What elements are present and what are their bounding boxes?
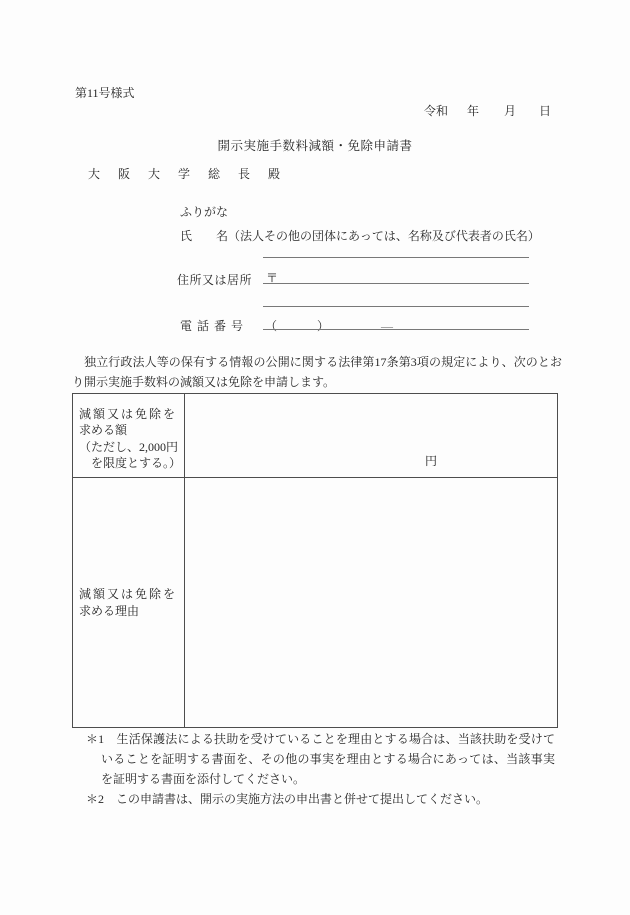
amount-label-line: を限度とする。）	[79, 455, 182, 470]
phone-paren-close: ）	[317, 319, 330, 333]
address-label: 住所又は居所	[177, 273, 253, 287]
amount-label-line: 減額又は免除を	[79, 407, 178, 421]
date-year-label: 年	[467, 104, 480, 118]
phone-format-marks	[265, 317, 393, 334]
address-blank-line-1[interactable]	[263, 283, 529, 284]
postal-mark: 〒	[266, 271, 279, 285]
phone-blank-line[interactable]	[263, 329, 529, 330]
reason-label-line: 求める理由	[79, 603, 140, 618]
amount-row	[73, 394, 557, 478]
addressee: 大阪大学総長殿	[88, 167, 299, 181]
form-number: 第11号様式	[75, 86, 135, 100]
reason-label-line: 減額又は免除を	[79, 586, 178, 601]
amount-label-cell	[73, 394, 185, 477]
amount-label-line: 求める額	[79, 423, 128, 438]
name-label: 氏 名（法人その他の団体にあっては、名称及び代表者の氏名）	[180, 229, 540, 243]
phone-paren-open: （	[265, 319, 278, 333]
address-blank-line-2[interactable]	[263, 306, 529, 307]
declaration-paragraph: 独立行政法人等の保有する情報の公開に関する法律第17条第3項の規定により、次のとおり開示実施手数料の減額又は免除を申請します。	[72, 355, 562, 389]
name-blank-line[interactable]	[263, 257, 529, 258]
yen-unit-label: 円	[425, 454, 438, 468]
amount-label-line: （ただし、2,000円	[79, 439, 179, 454]
reason-label-cell	[73, 478, 185, 727]
footnote-1: ＊1 生活保護法による扶助を受けていることを理由とする場合は、当該扶助を受けていることを証明する書面を、その他の事実を理由とする場合にあっては、当該事実を証明する書面を添付してください。	[86, 732, 555, 786]
phone-dash: ―	[381, 319, 394, 333]
footnote-2: ＊2 この申請書は、開示の実施方法の申出書と併せて提出してください。	[86, 792, 489, 806]
furigana-label: ふりがな	[180, 205, 229, 219]
date-day-label: 日	[539, 104, 552, 118]
fee-table	[72, 393, 558, 728]
reason-row	[73, 478, 557, 727]
reason-value-cell[interactable]	[185, 478, 557, 727]
amount-value-cell[interactable]	[185, 394, 557, 477]
document-title: 開示実施手数料減額・免除申請書	[217, 139, 413, 153]
date-month-label: 月	[504, 104, 517, 118]
footnotes	[86, 729, 555, 809]
date-line	[424, 102, 551, 119]
date-era-label: 令和	[424, 104, 449, 118]
phone-label: 電話番号	[180, 319, 249, 333]
